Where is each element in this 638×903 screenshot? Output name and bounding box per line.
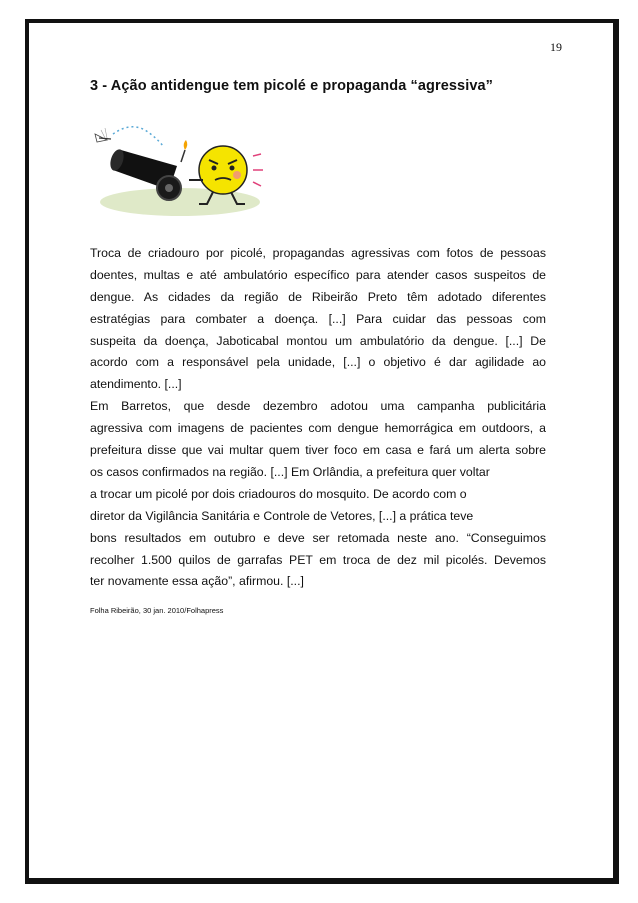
article-line: diretor da Vigilância Sanitária e Controle de Vetores, [...] a prática teve — [90, 508, 474, 523]
article-line: suspeita da doença, Jaboticabal montou um ambulatório da dengue. [...] De — [90, 333, 546, 348]
source-citation: Folha Ribeirão, 30 jan. 2010/Folhapress — [90, 606, 224, 615]
article-line: a trocar um picolé por dois criadouros do mosquito. De acordo com o — [90, 486, 467, 501]
article-line: atendimento. [...] — [90, 377, 182, 392]
article-line: agressiva com imagens de pacientes com dengue hemorrágica em outdoors, a — [90, 421, 546, 436]
section-title: 3 - Ação antidengue tem picolé e propaganda “agressiva” — [90, 78, 494, 94]
article-line: dengue. As cidades da região de Ribeirão Preto têm adotado diferentes — [90, 289, 546, 304]
article-line: Em Barretos, que desde dezembro adotou uma campanha publicitária — [90, 399, 546, 414]
article-line: doentes, multas e até ambulatório específico para atender casos suspeitos de — [90, 267, 546, 282]
article-line: ter novamente essa ação”, afirmou. [...] — [90, 574, 304, 589]
article-line: bons resultados em outubro e deve ser retomada neste ano. “Conseguimos — [90, 530, 546, 545]
article-body — [90, 243, 546, 593]
page-number: 19 — [550, 40, 562, 54]
cannon-vs-mosquito-icon — [85, 120, 275, 220]
flight-path — [113, 127, 163, 146]
article-line: Troca de criadouro por picolé, propagandas agressivas com fotos de pessoas — [90, 246, 546, 260]
article-line: acordo com a responsável pela unidade, [...] o objetivo é dar agilidade ao — [90, 355, 546, 370]
article-line: prefeitura disse que vai multar quem tiver foco em casa e fará um alerta sobre — [90, 443, 546, 458]
article-line: recolher 1.500 quilos de garrafas PET em troca de dez mil picolés. Devemos — [90, 552, 546, 567]
mosquito-icon — [95, 128, 111, 142]
article-line: estratégias para combater a doença. [...] Para cuidar das pessoas com — [90, 311, 546, 326]
article-line: os casos confirmados na região. [...] Em Orlândia, a prefeitura quer voltar — [90, 464, 490, 479]
